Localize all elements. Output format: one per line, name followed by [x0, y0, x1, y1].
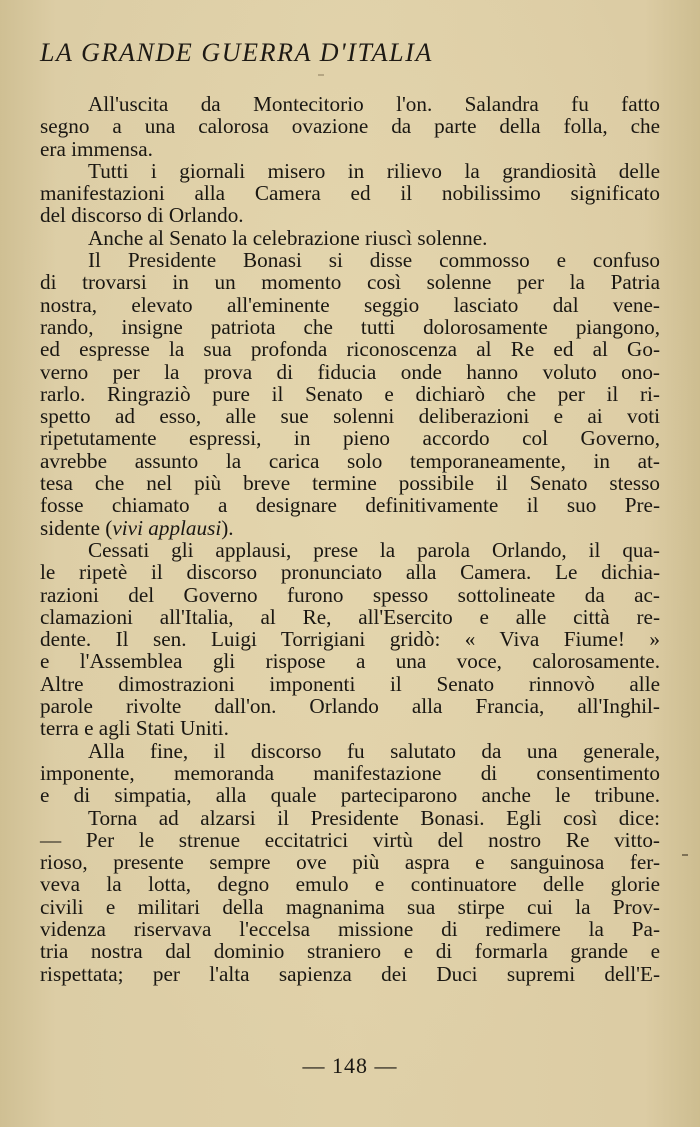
text-line: di trovarsi in un momento così solenne per la Patria — [40, 270, 660, 295]
text-line: Alla fine, il discorso fu salutato da una generale, — [88, 738, 660, 763]
paragraph — [40, 160, 660, 227]
text-line: civili e militari della magnanima sua stirpe cui la Prov- — [40, 894, 660, 919]
text-line: rarlo. Ringraziò pure il Senato e dichiarò che per il ri- — [40, 381, 660, 406]
text-line: clamazioni all'Italia, al Re, all'Esercito e alle città re- — [40, 604, 660, 629]
line-text: ). — [221, 515, 234, 540]
text-line: Il Presidente Bonasi si disse commosso e confuso — [88, 248, 660, 273]
ink-speck — [682, 854, 688, 856]
paragraph — [40, 93, 660, 160]
text-line: ed espresse la sua profonda riconoscenza al Re ed al Go- — [40, 337, 660, 362]
text-line — [40, 517, 660, 539]
text-line: terra e agli Stati Uniti. — [40, 716, 229, 741]
text-line: segno a una calorosa ovazione da parte della folla, che — [40, 114, 660, 139]
paragraph — [40, 740, 660, 807]
text-line: avrebbe assunto la carica solo temporaneamente, in at- — [40, 448, 660, 473]
text-line: razioni del Governo furono spesso sottolineate da ac- — [40, 582, 660, 607]
text-line: era immensa. — [40, 136, 153, 161]
paragraph — [40, 249, 660, 539]
text-line: parole rivolte dall'on. Orlando alla Francia, all'Inghil- — [40, 694, 660, 719]
text-line: manifestazioni alla Camera ed il nobilissimo significato — [40, 181, 660, 206]
text-line: e l'Assemblea gli rispose a una voce, calorosamente. — [40, 649, 660, 674]
text-line: ripetutamente espressi, in pieno accordo col Governo, — [40, 426, 660, 451]
line-text: sidente ( — [40, 515, 113, 540]
paragraph — [40, 227, 660, 249]
page-number: — 148 — — [302, 1053, 398, 1078]
text-line: Altre dimostrazioni imponenti il Senato rinnovò alle — [40, 671, 660, 696]
text-line: Torna ad alzarsi il Presidente Bonasi. Egli così dice: — [88, 805, 660, 830]
text-line: imponente, memoranda manifestazione di consentimento — [40, 760, 660, 785]
text-line: All'uscita da Montecitorio l'on. Salandra fu fatto — [88, 92, 660, 116]
text-line: del discorso di Orlando. — [40, 203, 244, 228]
text-line: e di simpatia, alla quale parteciparono anche le tribune. — [40, 783, 660, 808]
italic-remark: vivi applausi — [112, 515, 222, 540]
text-line: tesa che nel più breve termine possibile il Senato stesso — [40, 471, 660, 496]
text-line: — Per le strenue eccitatrici virtù del nostro Re vitto- — [40, 827, 660, 852]
text-line: dente. Il sen. Luigi Torrigiani gridò: « Viva Fiume! » — [40, 627, 660, 652]
text-line: verno per la prova di fiducia onde hanno voluto ono- — [40, 359, 660, 384]
ink-speck — [318, 74, 324, 76]
paragraph — [40, 807, 660, 985]
text-line: nostra, elevato all'eminente seggio lasciato dal vene- — [40, 292, 660, 317]
text-line: videnza riservava l'eccelsa missione di redimere la Pa- — [40, 916, 660, 941]
text-line: Tutti i giornali misero in rilievo la grandiosità delle — [88, 158, 660, 183]
text-line: Anche al Senato la celebrazione riuscì solenne. — [88, 225, 488, 250]
text-line: rioso, presente sempre ove più aspra e sanguinosa fer- — [40, 850, 660, 875]
text-line: rispettata; per l'alta sapienza dei Duci supremi dell'E- — [40, 961, 660, 986]
running-head: LA GRANDE GUERRA D'ITALIA — [40, 38, 433, 67]
text-line: rando, insigne patriota che tutti dolorosamente piangono, — [40, 314, 660, 339]
text-line: tria nostra dal dominio straniero e di formarla grande e — [40, 939, 660, 964]
text-line: veva la lotta, degno emulo e continuatore delle glorie — [40, 872, 660, 897]
text-line: le ripetè il discorso pronunciato alla Camera. Le dichia- — [40, 560, 660, 585]
text-line: Cessati gli applausi, prese la parola Orlando, il qua- — [88, 537, 660, 562]
text-line: fosse chiamato a designare definitivamente il suo Pre- — [40, 493, 660, 518]
body-text — [40, 93, 660, 985]
text-line: spetto ad esso, alle sue solenni deliberazioni e ai voti — [40, 404, 660, 429]
paragraph — [40, 539, 660, 740]
